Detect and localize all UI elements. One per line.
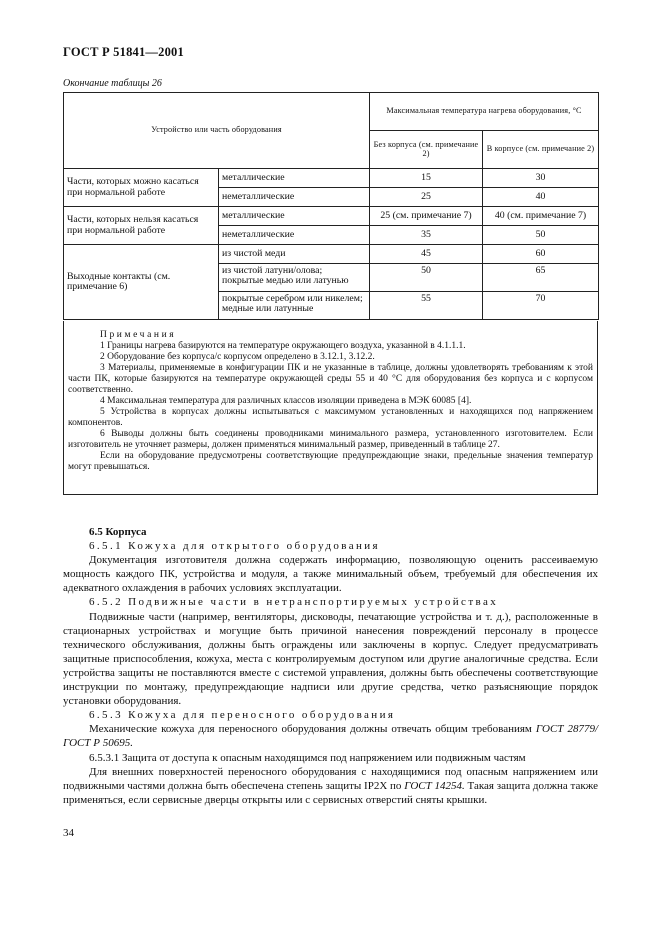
value-cell: 65 bbox=[483, 264, 599, 292]
value-cell: 55 bbox=[370, 292, 483, 320]
value-cell: 25 (см. примечание 7) bbox=[370, 207, 483, 226]
paragraph bbox=[63, 722, 598, 750]
paragraph-text: Механические кожуха для переносного оборудования должны отвечать общим требованиям bbox=[89, 723, 532, 736]
table-caption: Окончание таблицы 26 bbox=[63, 78, 162, 89]
group-label: Части, которых нельзя касаться при нормальной работе bbox=[64, 207, 219, 245]
value-cell: 40 (см. примечание 7) bbox=[483, 207, 599, 226]
section-heading: 6.5 Корпуса bbox=[89, 526, 147, 538]
paragraph-text: Такая защита должна также применяться, если сервисные дверцы открыты или с сервисных отверстий сняты крышки. bbox=[63, 779, 599, 806]
paragraph bbox=[63, 765, 598, 807]
table-row bbox=[64, 207, 599, 226]
document-header: ГОСТ Р 51841—2001 bbox=[63, 45, 184, 59]
material-cell: покрытые серебром или никелем; медные или латунные bbox=[219, 292, 370, 320]
note-item: 6 Выводы должны быть соединены проводниками минимального размера, установленного изготовителем. Если изготовитель не уточняет размеры, должен применяться минимальный размер, приведенный в таблице 27. bbox=[68, 429, 593, 450]
note-item: 1 Границы нагрева базируются на температуре окружающего воздуха, указанной в 4.1.1.1. bbox=[100, 341, 466, 351]
subsection-heading: 6.5.1 Кожуха для открытого оборудования bbox=[89, 540, 381, 553]
standard-reference: ГОСТ 28779/ГОСТ Р 50695. bbox=[63, 723, 599, 750]
value-cell: 40 bbox=[483, 188, 599, 207]
paragraph-text: Для внешних поверхностей переносного оборудования с находящимися под опасным напряжением или подвижными частями должна быть обеспечена степень защиты IP2X по bbox=[63, 765, 598, 792]
value-cell: 50 bbox=[370, 264, 483, 292]
header-max-temp: Максимальная температура нагрева оборудования, °С bbox=[370, 93, 599, 131]
value-cell: 15 bbox=[370, 169, 483, 188]
subsection-heading: 6.5.3 Кожуха для переносного оборудования bbox=[89, 709, 396, 722]
value-cell: 35 bbox=[370, 226, 483, 245]
table-row bbox=[64, 169, 599, 188]
material-cell: неметаллические bbox=[219, 226, 370, 245]
material-cell: неметаллические bbox=[219, 188, 370, 207]
value-cell: 25 bbox=[370, 188, 483, 207]
note-item: Если на оборудование предусмотрены соответствующие предупреждающие знаки, предельные значения температур могут превышаться. bbox=[68, 451, 593, 472]
notes-title: Примечания bbox=[100, 330, 177, 340]
material-cell: металлические bbox=[219, 169, 370, 188]
table-row bbox=[64, 245, 599, 264]
subsection-heading: 6.5.2 Подвижные части в нетранспортируемых устройствах bbox=[89, 596, 499, 609]
header-case: В корпусе (см. примечание 2) bbox=[483, 131, 599, 169]
value-cell: 30 bbox=[483, 169, 599, 188]
paragraph: 6.5.3.1 Защита от доступа к опасным находящимся под напряжением или подвижным частям bbox=[89, 751, 526, 764]
note-item: 4 Максимальная температура для различных классов изоляции приведена в МЭК 60085 [4]. bbox=[100, 396, 472, 406]
value-cell: 70 bbox=[483, 292, 599, 320]
group-label: Части, которых можно касаться при нормальной работе bbox=[64, 169, 219, 207]
material-cell: из чистой латуни/олова; покрытые медью или латунью bbox=[219, 264, 370, 292]
material-cell: металлические bbox=[219, 207, 370, 226]
note-item: 2 Оборудование без корпуса/с корпусом определено в 3.12.1, 3.12.2. bbox=[100, 352, 375, 362]
body-text bbox=[63, 525, 598, 807]
paragraph: Подвижные части (например, вентиляторы, дисководы, печатающие устройства и т. д.), расположенные в стационарных устройствах и могущие быть причиной нанесения повреждений персоналу в процессе технического обслуживания, должны быть ограждены или заключены в корпус. Следует предусматривать защитные приспособления, кожуха, места с контролируемым доступом или другие аналогичные средства. Если устройства защиты не поставляются вместе с системой управления, должны быть обеспечены соответствующие инструкции по монтажу, предупреждающие надписи или другие средства, четко разъясняющие порядок установки оборудования. bbox=[63, 610, 598, 708]
value-cell: 50 bbox=[483, 226, 599, 245]
standard-reference: ГОСТ 14254. bbox=[404, 779, 465, 792]
group-label: Выходные контакты (см. примечание 6) bbox=[64, 245, 219, 320]
note-item: 3 Материалы, применяемые в конфигурации ПК и не указанные в таблице, должны удовлетворять требованиям к этой части ПК, которые базируются на температуре окружающей среды 55 и 40 °С для оборудования без корпуса и с корпусом соответственно. bbox=[68, 363, 593, 395]
note-item: 5 Устройства в корпусах должны испытываться с максимумом установленных и находящихся под напряжением компонентов. bbox=[68, 407, 593, 428]
value-cell: 45 bbox=[370, 245, 483, 264]
value-cell: 60 bbox=[483, 245, 599, 264]
page-number: 34 bbox=[63, 827, 74, 839]
header-no-case: Без корпуса (см. примечание 2) bbox=[370, 131, 483, 169]
table-notes bbox=[63, 321, 598, 495]
temperature-table bbox=[63, 92, 599, 320]
paragraph: Документация изготовителя должна содержать информацию, позволяющую оценить рассеиваемую мощность каждого ПК, устройства и модуля, а также минимальный объем, требуемый для обеспечения их адекватного охлаждения в рабочих условиях эксплуатации. bbox=[63, 554, 598, 595]
material-cell: из чистой меди bbox=[219, 245, 370, 264]
header-device: Устройство или часть оборудования bbox=[64, 93, 370, 169]
